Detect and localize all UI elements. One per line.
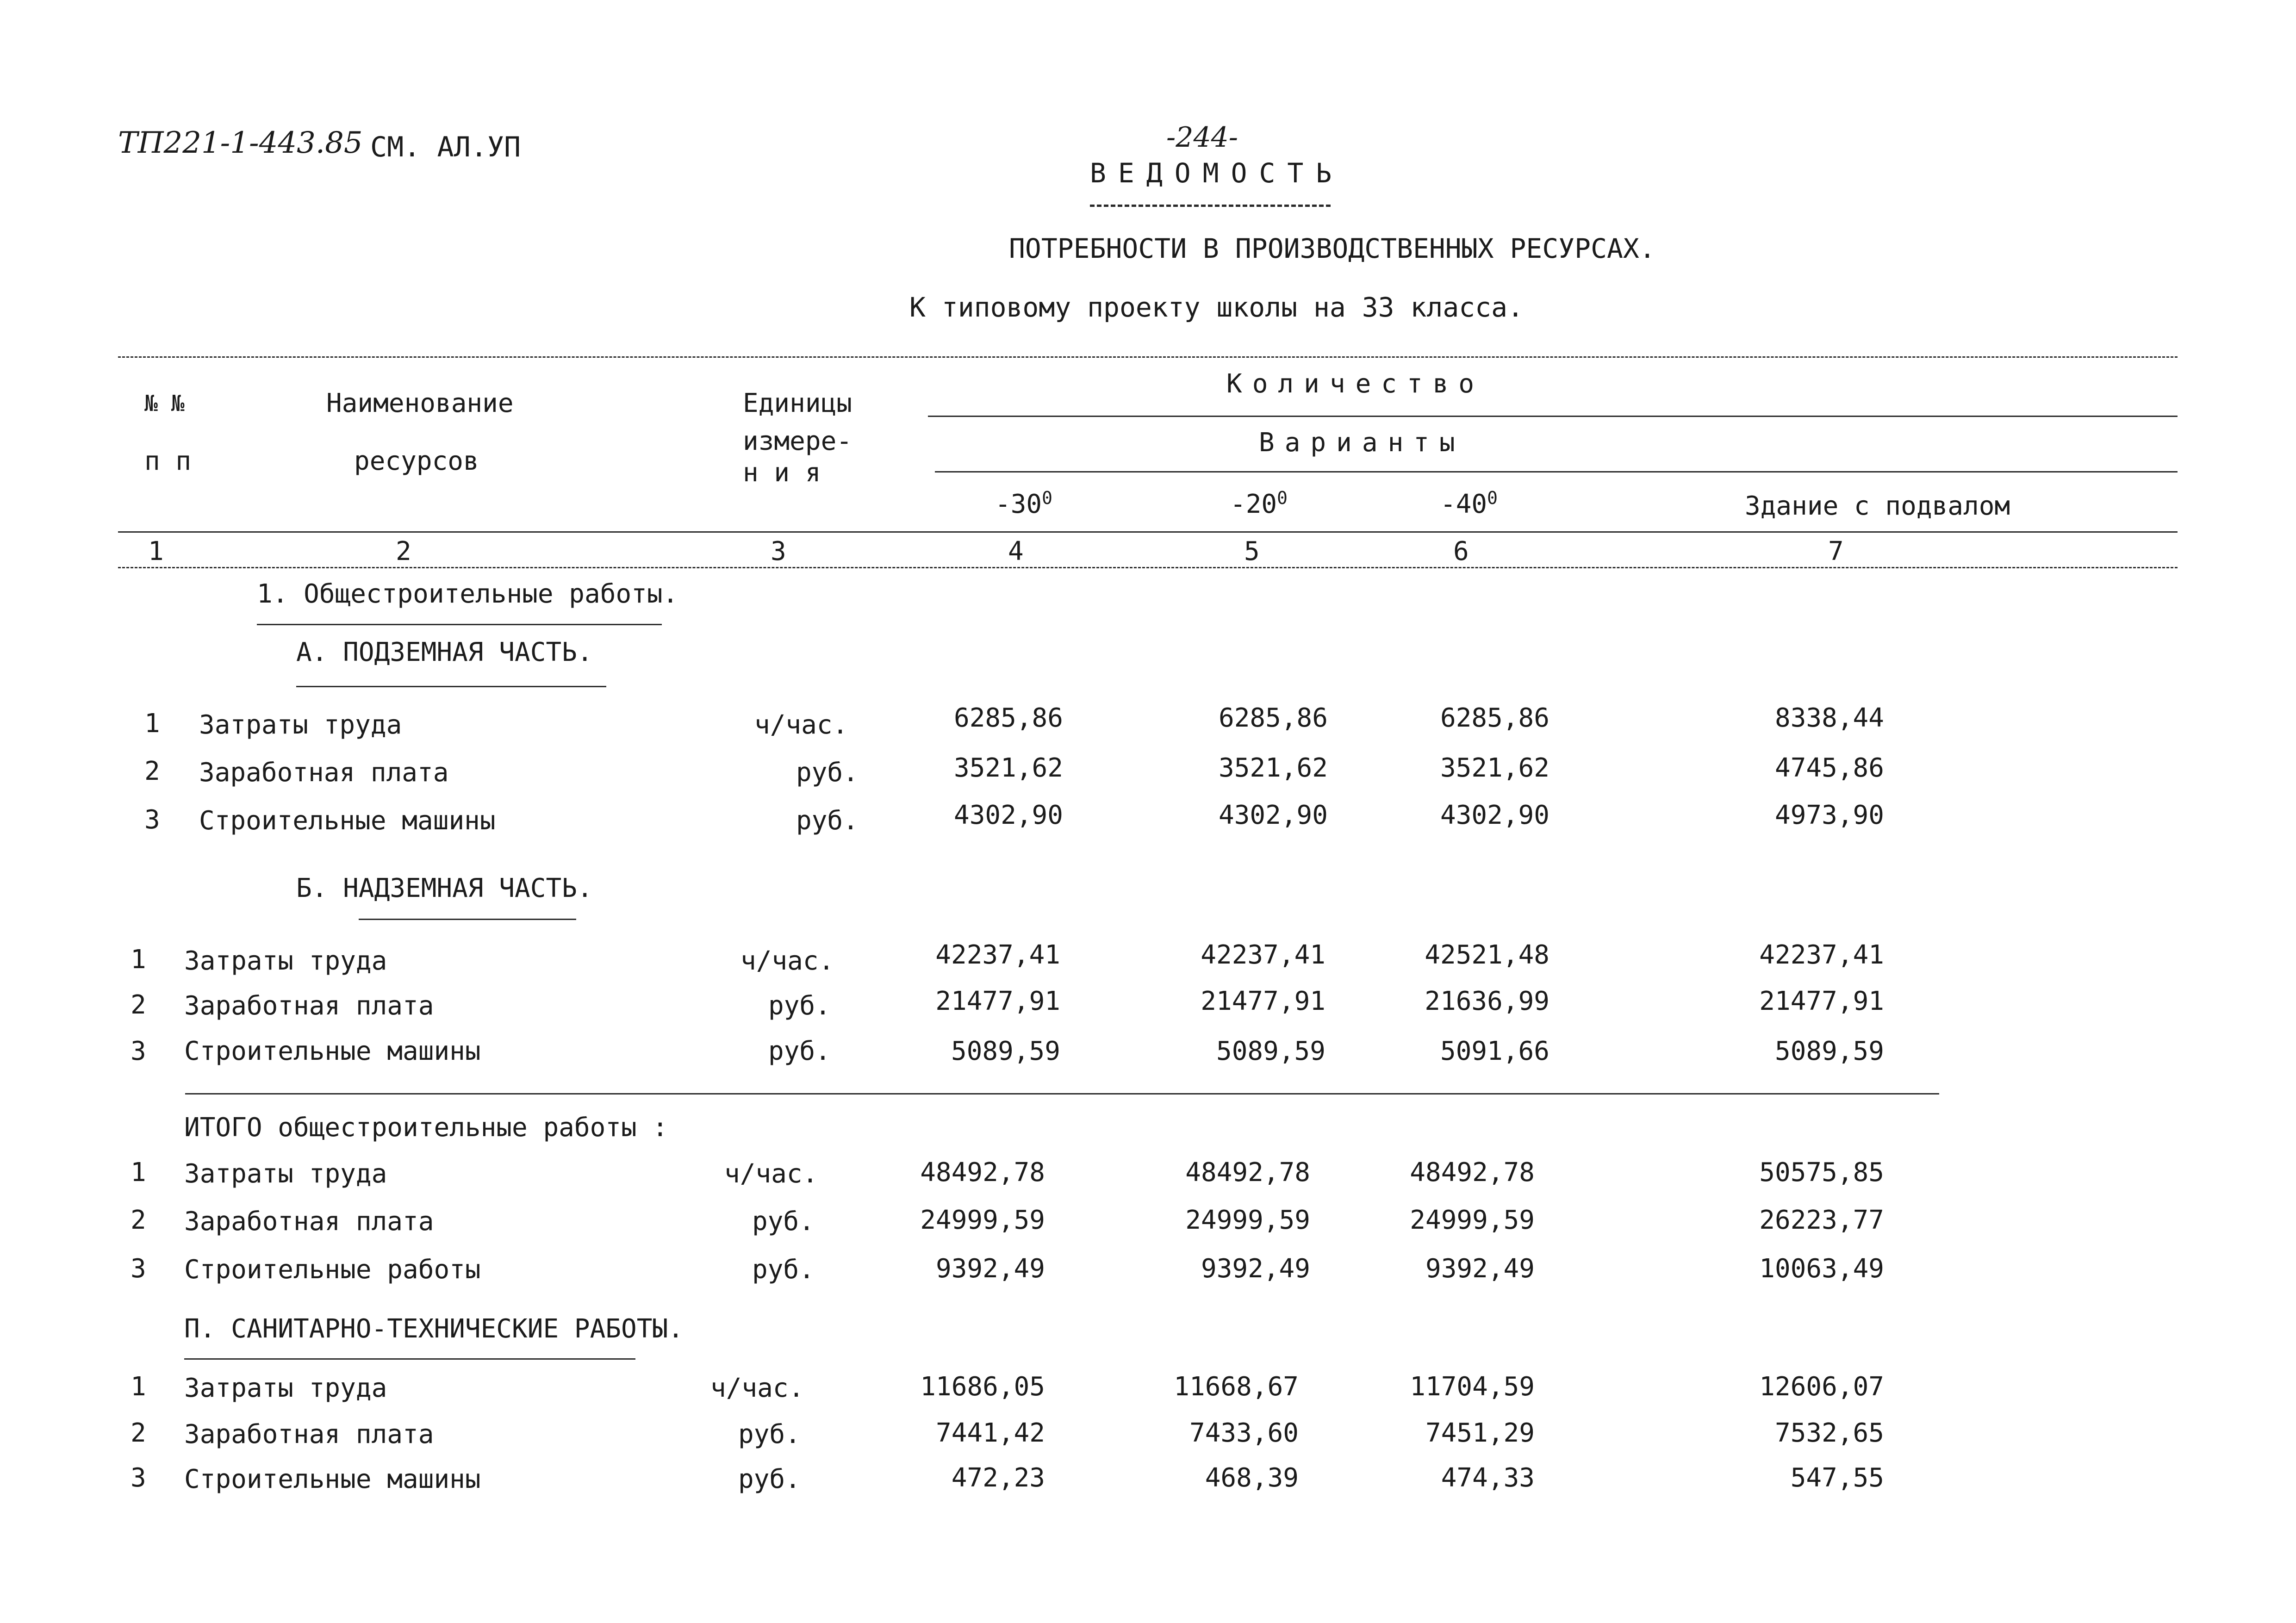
value-basement: 12606,07 [1759,1372,1884,1402]
value-minus-40: 9392,49 [1425,1254,1535,1284]
row-number: 1 [131,945,146,975]
resource-unit: руб. [796,806,859,836]
variant-basement: Здание с подвалом [1745,491,2010,521]
resource-name: Строительные машины [184,1464,481,1494]
variants-header: Варианты [1259,428,1465,458]
value-minus-20: 6285,86 [1218,703,1328,733]
col-number-6: 6 [1453,536,1469,566]
value-basement: 42237,41 [1759,940,1884,970]
value-basement: 5089,59 [1774,1036,1884,1066]
row-number: 1 [131,1157,146,1188]
resource-unit: руб. [752,1255,815,1285]
value-minus-20: 9392,49 [1201,1254,1310,1284]
header-bottom-rule [118,531,2178,533]
value-minus-40: 5091,66 [1440,1036,1549,1066]
col-number-4: 4 [1008,536,1024,566]
value-minus-30: 3521,62 [953,753,1063,783]
subsection-heading: А. ПОДЗЕМНАЯ ЧАСТЬ. [296,637,593,667]
col-number-label-bottom: п п [144,446,192,476]
section-heading-underline [257,624,662,625]
section-heading: П. САНИТАРНО-ТЕХНИЧЕСКИЕ РАБОТЫ. [184,1314,684,1344]
table-top-rule [118,356,2178,358]
col-unit-label-2: измере- [743,426,852,456]
value-minus-20: 3521,62 [1218,753,1328,783]
total-heading: ИТОГО общестроительные работы : [184,1113,668,1143]
total-separator-rule [185,1093,1939,1094]
value-minus-20: 21477,91 [1201,986,1325,1016]
value-minus-40: 474,33 [1441,1463,1535,1493]
value-minus-30: 42237,41 [935,940,1060,970]
value-minus-30: 5089,59 [951,1036,1060,1066]
subsection-underline [359,919,576,920]
col-number-3: 3 [771,536,786,566]
value-minus-30: 11686,05 [920,1372,1045,1402]
value-minus-30: 6285,86 [953,703,1063,733]
col-name-label-bottom: ресурсов [354,446,479,476]
value-basement: 7532,65 [1774,1418,1884,1448]
value-basement: 4973,90 [1774,800,1884,830]
col-number-label-top: № № [144,391,185,417]
section-heading-underline [184,1358,635,1360]
value-minus-40: 48492,78 [1410,1157,1535,1188]
value-minus-30: 48492,78 [920,1157,1045,1188]
resource-name: Заработная плата [184,1206,434,1237]
value-minus-40: 4302,90 [1440,800,1549,830]
section-heading: 1. Общестроительные работы. [257,579,678,609]
value-minus-30: 4302,90 [953,800,1063,830]
resource-name: Затраты труда [184,1373,387,1403]
resource-unit: руб. [738,1419,801,1449]
row-number: 1 [144,709,160,739]
resource-unit: руб. [796,758,859,788]
resource-name: Заработная плата [184,1419,434,1449]
row-number: 2 [131,1418,146,1448]
resource-unit: руб. [768,991,831,1021]
value-minus-40: 7451,29 [1425,1418,1535,1448]
resource-name: Затраты труда [184,946,387,976]
value-minus-20: 11668,67 [1174,1372,1299,1402]
resource-name: Строительные машины [199,806,496,836]
variants-rule [935,471,2178,473]
row-number: 2 [131,990,146,1020]
row-number: 3 [131,1036,146,1066]
row-number: 1 [131,1372,146,1402]
resource-name: Заработная плата [199,758,449,788]
value-basement: 547,55 [1790,1463,1884,1493]
resource-unit: ч/час. [710,1373,804,1403]
value-minus-30: 21477,91 [935,986,1060,1016]
row-number: 3 [131,1254,146,1284]
value-basement: 50575,85 [1759,1157,1884,1188]
col-number-5: 5 [1244,536,1260,566]
resource-name: Затраты труда [199,710,402,740]
value-basement: 8338,44 [1774,703,1884,733]
col-number-7: 7 [1828,536,1844,566]
row-number: 2 [131,1205,146,1235]
value-minus-20: 42237,41 [1201,940,1325,970]
value-minus-20: 7433,60 [1189,1418,1299,1448]
value-minus-30: 24999,59 [920,1205,1045,1235]
document-subtitle: ПОТРЕБНОСТИ В ПРОИЗВОДСТВЕННЫХ РЕСУРСАХ. [1009,233,1655,264]
value-minus-40: 3521,62 [1440,753,1549,783]
variant-minus-40: $-40^0$ [1440,488,1498,519]
page-number: -244- [1166,121,1238,154]
project-line: К типовому проекту школы на 33 класса. [909,292,1524,323]
value-basement: 26223,77 [1759,1205,1884,1235]
value-minus-40: 21636,99 [1425,986,1549,1016]
resource-unit: ч/час. [724,1159,818,1189]
title-underline [1090,205,1331,207]
value-minus-40: 42521,48 [1425,940,1549,970]
value-minus-30: 472,23 [951,1463,1045,1493]
resource-unit: ч/час. [740,946,834,976]
resource-name: Строительные работы [184,1255,481,1285]
col-number-1: 1 [148,536,164,566]
value-minus-20: 24999,59 [1185,1205,1310,1235]
resource-name: Заработная плата [184,991,434,1021]
row-number: 3 [131,1463,146,1493]
col-name-label-top: Наименование [326,388,514,418]
col-unit-label-1: Единицы [743,388,852,418]
resource-unit: руб. [768,1036,831,1066]
col-number-2: 2 [396,536,411,566]
subsection-underline [296,686,606,687]
row-number: 3 [144,805,160,835]
column-numbers-rule [118,567,2178,568]
value-minus-20: 48492,78 [1185,1157,1310,1188]
resource-unit: руб. [752,1206,815,1237]
value-basement: 4745,86 [1774,753,1884,783]
value-minus-30: 9392,49 [935,1254,1045,1284]
document-title: ВЕДОМОСТЬ [1090,157,1344,189]
value-basement: 21477,91 [1759,986,1884,1016]
subsection-heading: Б. НАДЗЕМНАЯ ЧАСТЬ. [296,873,593,903]
value-minus-40: 11704,59 [1410,1372,1535,1402]
value-minus-40: 24999,59 [1410,1205,1535,1235]
resource-name: Строительные машины [184,1036,481,1066]
row-number: 2 [144,756,160,786]
variant-minus-30: $-30^0$ [995,488,1053,519]
variant-minus-20: $-20^0$ [1230,488,1288,519]
value-minus-30: 7441,42 [935,1418,1045,1448]
value-basement: 10063,49 [1759,1254,1884,1284]
col-unit-label-3: н и я [743,458,821,488]
resource-unit: руб. [738,1464,801,1494]
resource-unit: ч/час. [754,710,848,740]
quantity-rule [928,416,2178,417]
resource-name: Затраты труда [184,1159,387,1189]
quantity-header: Количество [1226,369,1485,399]
document-code: ТП221-1-443.85 [118,126,363,160]
value-minus-20: 5089,59 [1216,1036,1325,1066]
value-minus-20: 468,39 [1205,1463,1299,1493]
album-reference: СМ. АЛ.УП [370,131,521,163]
value-minus-40: 6285,86 [1440,703,1549,733]
value-minus-20: 4302,90 [1218,800,1328,830]
